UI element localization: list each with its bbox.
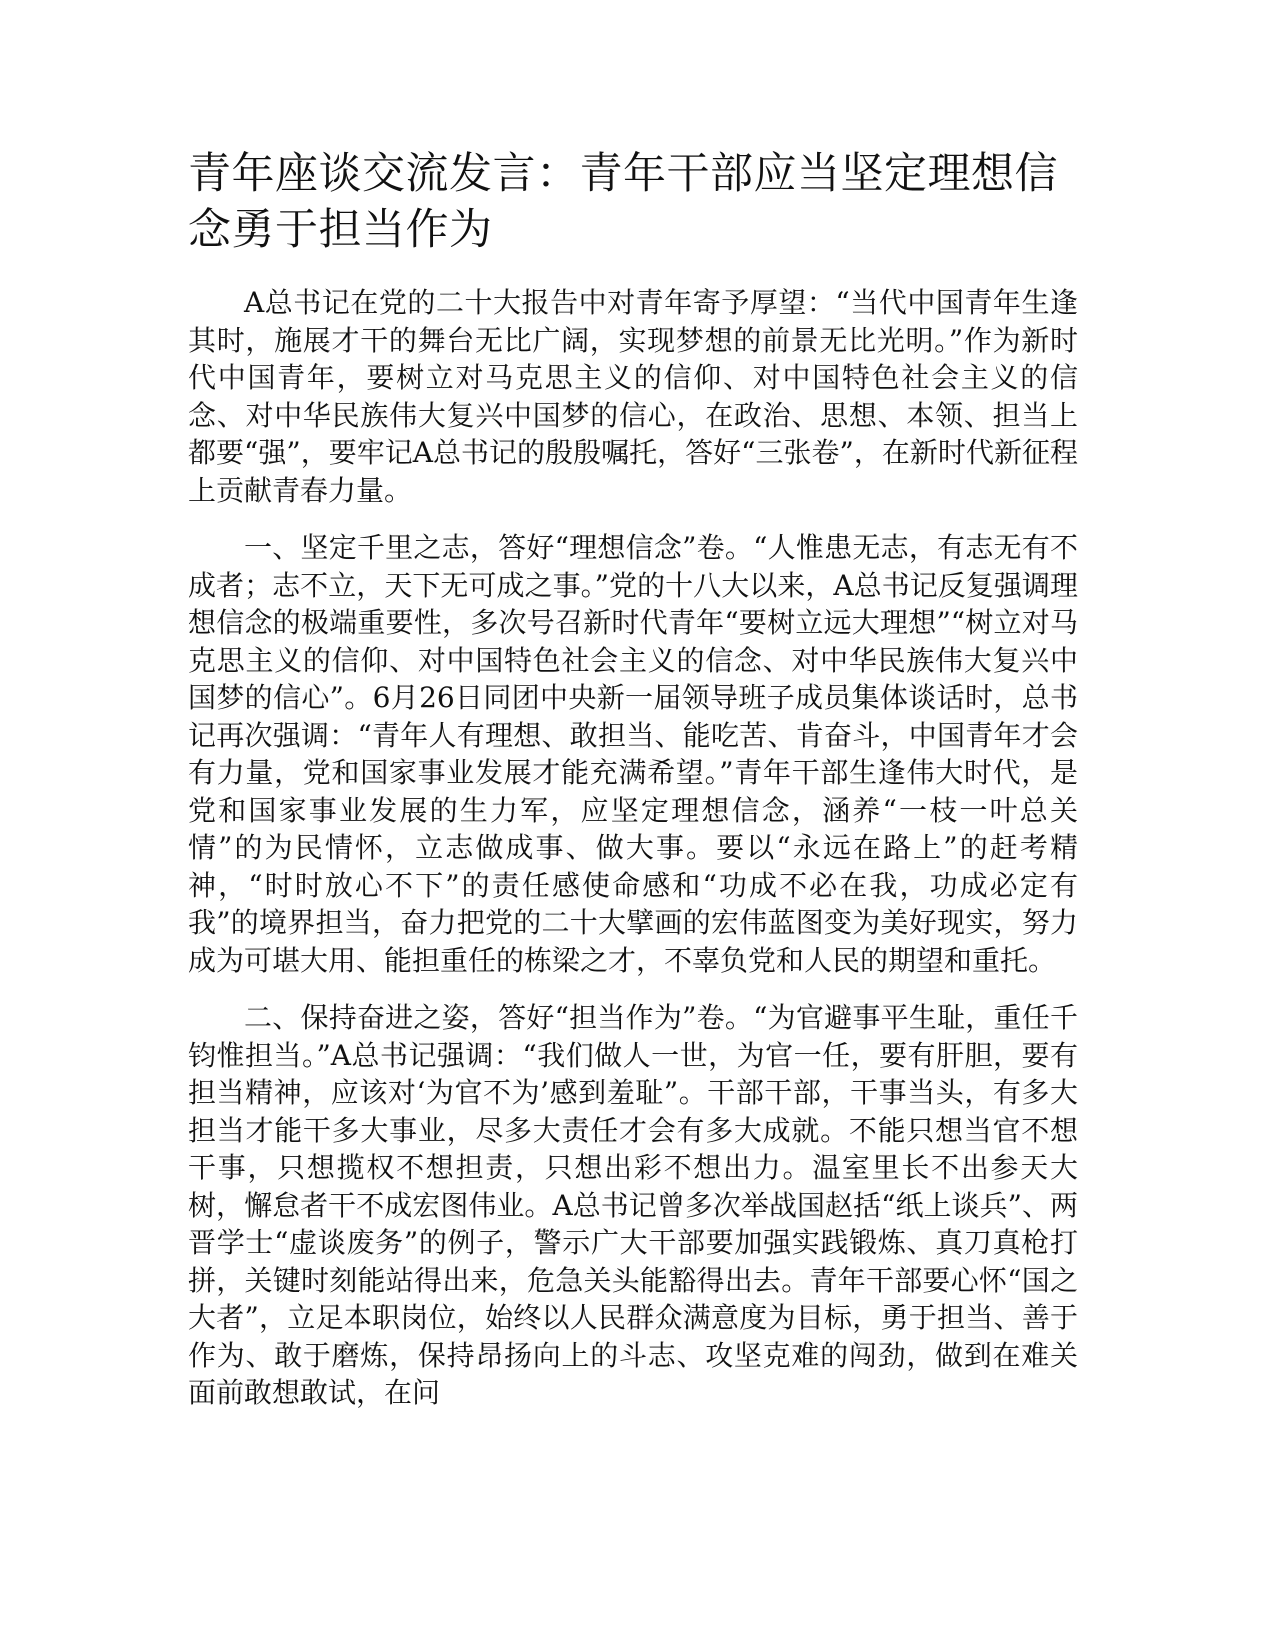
paragraph-intro: A总书记在党的二十大报告中对青年寄予厚望：“当代中国青年生逢其时，施展才干的舞台无比广阔，实现梦想的前景无比光明。”作为新时代中国青年，要树立对马克思主义的信仰、对中国特色社会主义的信念、对中华民族伟大复兴中国梦的信心，在政治、思想、本领、担当上都要“强”，要牢记A总书记的殷殷嘱托，答好“三张卷”，在新时代新征程上贡献青春力量。 bbox=[188, 286, 1078, 507]
paragraph-section-two: 二、保持奋进之姿，答好“担当作为”卷。“为官避事平生耻，重任千钧惟担当。”A总书记强调：“我们做人一世，为官一任，要有肝胆，要有担当精神，应该对‘为官不为’感到羞耻”。干部干部，干事当头，有多大担当才能干多大事业，尽多大责任才会有多大成就。不能只想当官不想干事，只想揽权不想担责，只想出彩不想出力。温室里长不出参天大树，懈怠者干不成宏图伟业。A总书记曾多次举战国赵括“纸上谈兵”、两晋学士“虚谈废务”的例子，警示广大干部要加强实践锻炼、真刀真枪打拼，关键时刻能站得出来，危急关头能豁得出去。青年干部要心怀“国之大者”，立足本职岗位，始终以人民群众满意度为目标，勇于担当、善于作为、敢于磨炼，保持昂扬向上的斗志、攻坚克难的闯劲，做到在难关面前敢想敢试，在问 bbox=[188, 1001, 1078, 1409]
document-body bbox=[188, 146, 1078, 1432]
document-title: 青年座谈交流发言：青年干部应当坚定理想信念勇于担当作为 bbox=[188, 149, 1058, 255]
paragraph-section-one: 一、坚定千里之志，答好“理想信念”卷。“人惟患无志，有志无有不成者；志不立，天下无可成之事。”党的十八大以来，A总书记反复强调理想信念的极端重要性，多次号召新时代青年“要树立远大理想”“树立对马克思主义的信仰、对中国特色社会主义的信念、对中华民族伟大复兴中国梦的信心”。6月26日同团中央新一届领导班子成员集体谈话时，总书记再次强调：“青年人有理想、敢担当、能吃苦、肯奋斗，中国青年才会有力量，党和国家事业发展才能充满希望。”青年干部生逢伟大时代，是党和国家事业发展的生力军，应坚定理想信念，涵养“一枝一叶总关情”的为民情怀，立志做成事、做大事。要以“永远在路上”的赶考精神，“时时放心不下”的责任感使命感和“功成不必在我，功成必定有我”的境界担当，奋力把党的二十大擘画的宏伟蓝图变为美好现实，努力成为可堪大用、能担重任的栋梁之才，不辜负党和人民的期望和重托。 bbox=[188, 531, 1078, 977]
